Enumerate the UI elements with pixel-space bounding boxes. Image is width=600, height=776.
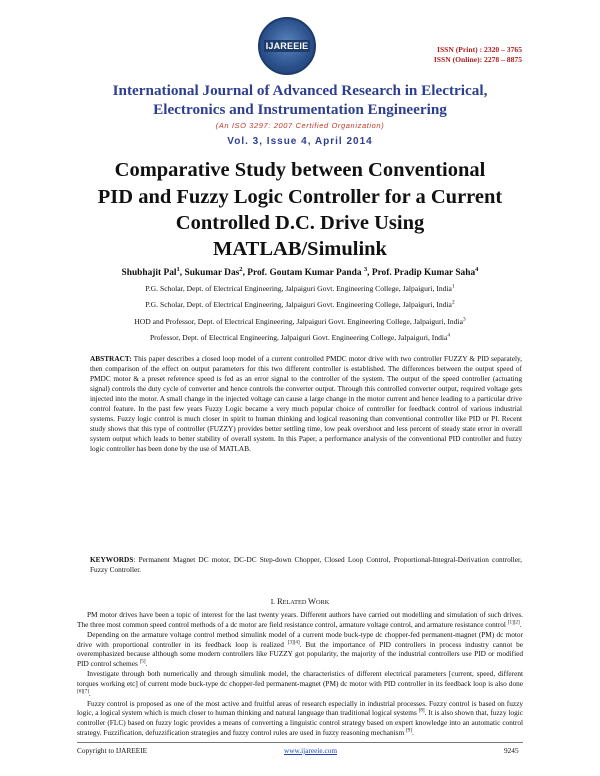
- author-name: Sukumar Das: [184, 268, 240, 278]
- author-sep: ,: [179, 268, 185, 278]
- affiliation-sup: 4: [447, 332, 451, 339]
- affiliation-text: HOD and Professor, Dept. of Electrical Engineering, Jalpaiguri Govt. Engineering College, Jalpaiguri, India: [134, 317, 463, 326]
- author-sep: ,: [367, 268, 372, 278]
- paragraph-text: .: [88, 688, 91, 698]
- iso-certification: (An ISO 3297: 2007 Certified Organization): [215, 121, 385, 130]
- paragraph-text: PM motor drives have been a topic of interest for the last twenty years. Different authors have carried out modelling and simulation of such drives. The three most common speed control methods of a dc motor are field resistance control, armature voltage control, and armature resistance control: [77, 610, 523, 629]
- citation: [1][2]: [507, 619, 520, 626]
- affiliation-sup: 3: [463, 316, 466, 323]
- paragraph-text: .: [411, 728, 414, 738]
- affiliation-1: [0, 284, 600, 293]
- paragraph-text: . But the importance of PID controllers in process industry cannot be overemphasized because although some modern controllers like FUZZY got popularity, the majority of the industrial controllers use PID or modified PID control schemes: [77, 639, 523, 669]
- logo-text: IJAREEIE: [265, 41, 309, 51]
- section-title-part: ORK: [316, 599, 330, 606]
- affiliation-text: P.G. Scholar, Dept. of Electrical Engineering, Jalpaiguri Govt. Engineering College, Jalpaiguri, India: [145, 300, 452, 309]
- issn-print: ISSN (Print) : 2320 – 3765: [436, 45, 522, 54]
- paragraph-text: Fuzzy control is proposed as one of the most active and fruitful areas of research especially in industrial processes. Fuzzy control is based on fuzzy logic, a logical system which is much closer to human thinking and natural language than traditional logical systems: [77, 698, 523, 718]
- section-title-part: R: [276, 596, 283, 606]
- abstract-label: ABSTRACT:: [90, 354, 132, 363]
- keywords: [90, 555, 522, 575]
- paragraph: [77, 699, 523, 738]
- section-heading: [0, 596, 600, 606]
- author-sup: 3: [363, 265, 368, 273]
- section-title-part: ELATED: [282, 599, 308, 606]
- paper-title-line4: MATLAB/Simulink: [213, 238, 387, 260]
- author-sup: 2: [239, 265, 243, 273]
- affiliation-text: P.G. Scholar, Dept. of Electrical Engineering, Jalpaiguri Govt. Engineering College, Jalpaiguri, India: [145, 284, 452, 293]
- section-title-part: W: [307, 596, 316, 606]
- keywords-text: : Permanent Magnet DC motor, DC-DC Step-down Chopper, Closed Loop Control, Proportional-Integral-Derivation controller, Fuzzy Controller.: [90, 555, 522, 575]
- footer-url-link[interactable]: www.ijareeie.com: [284, 746, 338, 755]
- abstract-text: This paper describes a closed loop model of a current controlled PMDC motor drive with two controller FUZZY & PID separately, then comparison of the effect on output parameters for this two different controller is established. The differences between the output speed of PMDC motor & a preset reference speed is fed as an error signal to the controller of the system. The output of the speed controller (actuating signal) controls the duty cycle of converter and hence controls the converter output. Through this controlled converter output, required voltage gets injected into the motor. A small change in the injected voltage can cause a large change in the motor current and hence leading to a particular drive control feature. In the past few years Fuzzy Logic became a very much popular choice of controller for feedback control of various industrial systems. Fuzzy logic control is much closer in spirit to human thinking and logical reasoning than conventional controller like PID or PI. Recent study shows that this type of controller (FUZZY) provides better settling time, low peak overshoot and less percent of steady state error in overall system output which leads to better stability of overall system. In this Paper, a performance analysis of the conventional PID controller and fuzzy logic controller has been done by the use of MATLAB.: [90, 354, 522, 454]
- paper-title-line1: Comparative Study between Conventional: [114, 159, 486, 181]
- affiliation-4: [0, 333, 600, 342]
- author-name: Prof. Goutam Kumar Panda: [247, 268, 364, 278]
- footer-copyright: Copyright to IJAREEIE: [77, 746, 148, 755]
- affiliation-text: Professor, Dept. of Electrical Engineering, Jalpaiguri Govt. Engineering College, Jalpaiguri, India: [149, 333, 448, 342]
- volume-issue: Vol. 3, Issue 4, April 2014: [227, 136, 373, 147]
- author-list: [0, 265, 600, 278]
- journal-name-line2: Electronics and Instrumentation Engineering: [153, 101, 447, 118]
- journal-logo: [258, 17, 316, 75]
- affiliation-2: [0, 300, 600, 309]
- body-text: [77, 610, 523, 738]
- footer-divider: [77, 742, 523, 743]
- paragraph-text: .: [519, 619, 522, 629]
- section-number: I.: [270, 597, 277, 606]
- paper-title-line3: Controlled D.C. Drive Using: [175, 212, 425, 234]
- affiliation-sup: 2: [451, 299, 455, 306]
- paragraph-text: .: [145, 659, 148, 669]
- journal-name-line1: International Journal of Advanced Research in Electrical,: [112, 82, 488, 99]
- keywords-label: KEYWORDS: [90, 555, 134, 564]
- footer-page-number: 9245: [504, 746, 519, 755]
- issn-online: ISSN (Online): 2278 – 8875: [433, 55, 522, 64]
- paragraph-text: . It is also shown that, fuzzy logic controller (FLC) based on fuzzy logic provides a means of converting a linguistic control strategy based on expert knowledge into an automatic control strategy. Fuzzification, defuzzification strategies and fuzzy control rules are used in fuzzy reasoning mechanism: [77, 708, 523, 738]
- citation: [9]: [405, 727, 412, 734]
- author-sup: 1: [176, 265, 180, 273]
- paragraph-text: Investigate through both numerically and through simulink model, the characteristics of different electrical parameters [current, speed, different torques working etc] of current mode buck-type dc chopper-fed permanent-magnet (PM) dc motor with PID controller in its feedback loop is also done: [77, 669, 523, 688]
- paragraph: [77, 669, 523, 699]
- author-sup: 4: [475, 265, 479, 273]
- citation: [5]: [139, 658, 146, 665]
- affiliation-3: [0, 317, 600, 326]
- paper-title-line2: PID and Fuzzy Logic Controller for a Current: [97, 186, 503, 208]
- paragraph: [77, 630, 523, 669]
- citation: [3][4]: [287, 639, 300, 646]
- paragraph-text: Depending on the armature voltage control method simulink model of a current mode buck-type dc chopper-fed permanent-magnet (PM) dc motor drive with proportional controller in its feedback loop is realized: [77, 629, 523, 649]
- author-name: Prof. Pradip Kumar Saha: [371, 268, 476, 278]
- citation: [6][7]: [77, 688, 89, 695]
- abstract: [90, 354, 522, 454]
- author-sep: ,: [242, 268, 248, 278]
- author-name: Shubhajit Pal: [121, 268, 177, 278]
- paragraph: [77, 610, 523, 630]
- affiliation-sup: 1: [451, 283, 455, 290]
- citation: [8]: [418, 708, 425, 715]
